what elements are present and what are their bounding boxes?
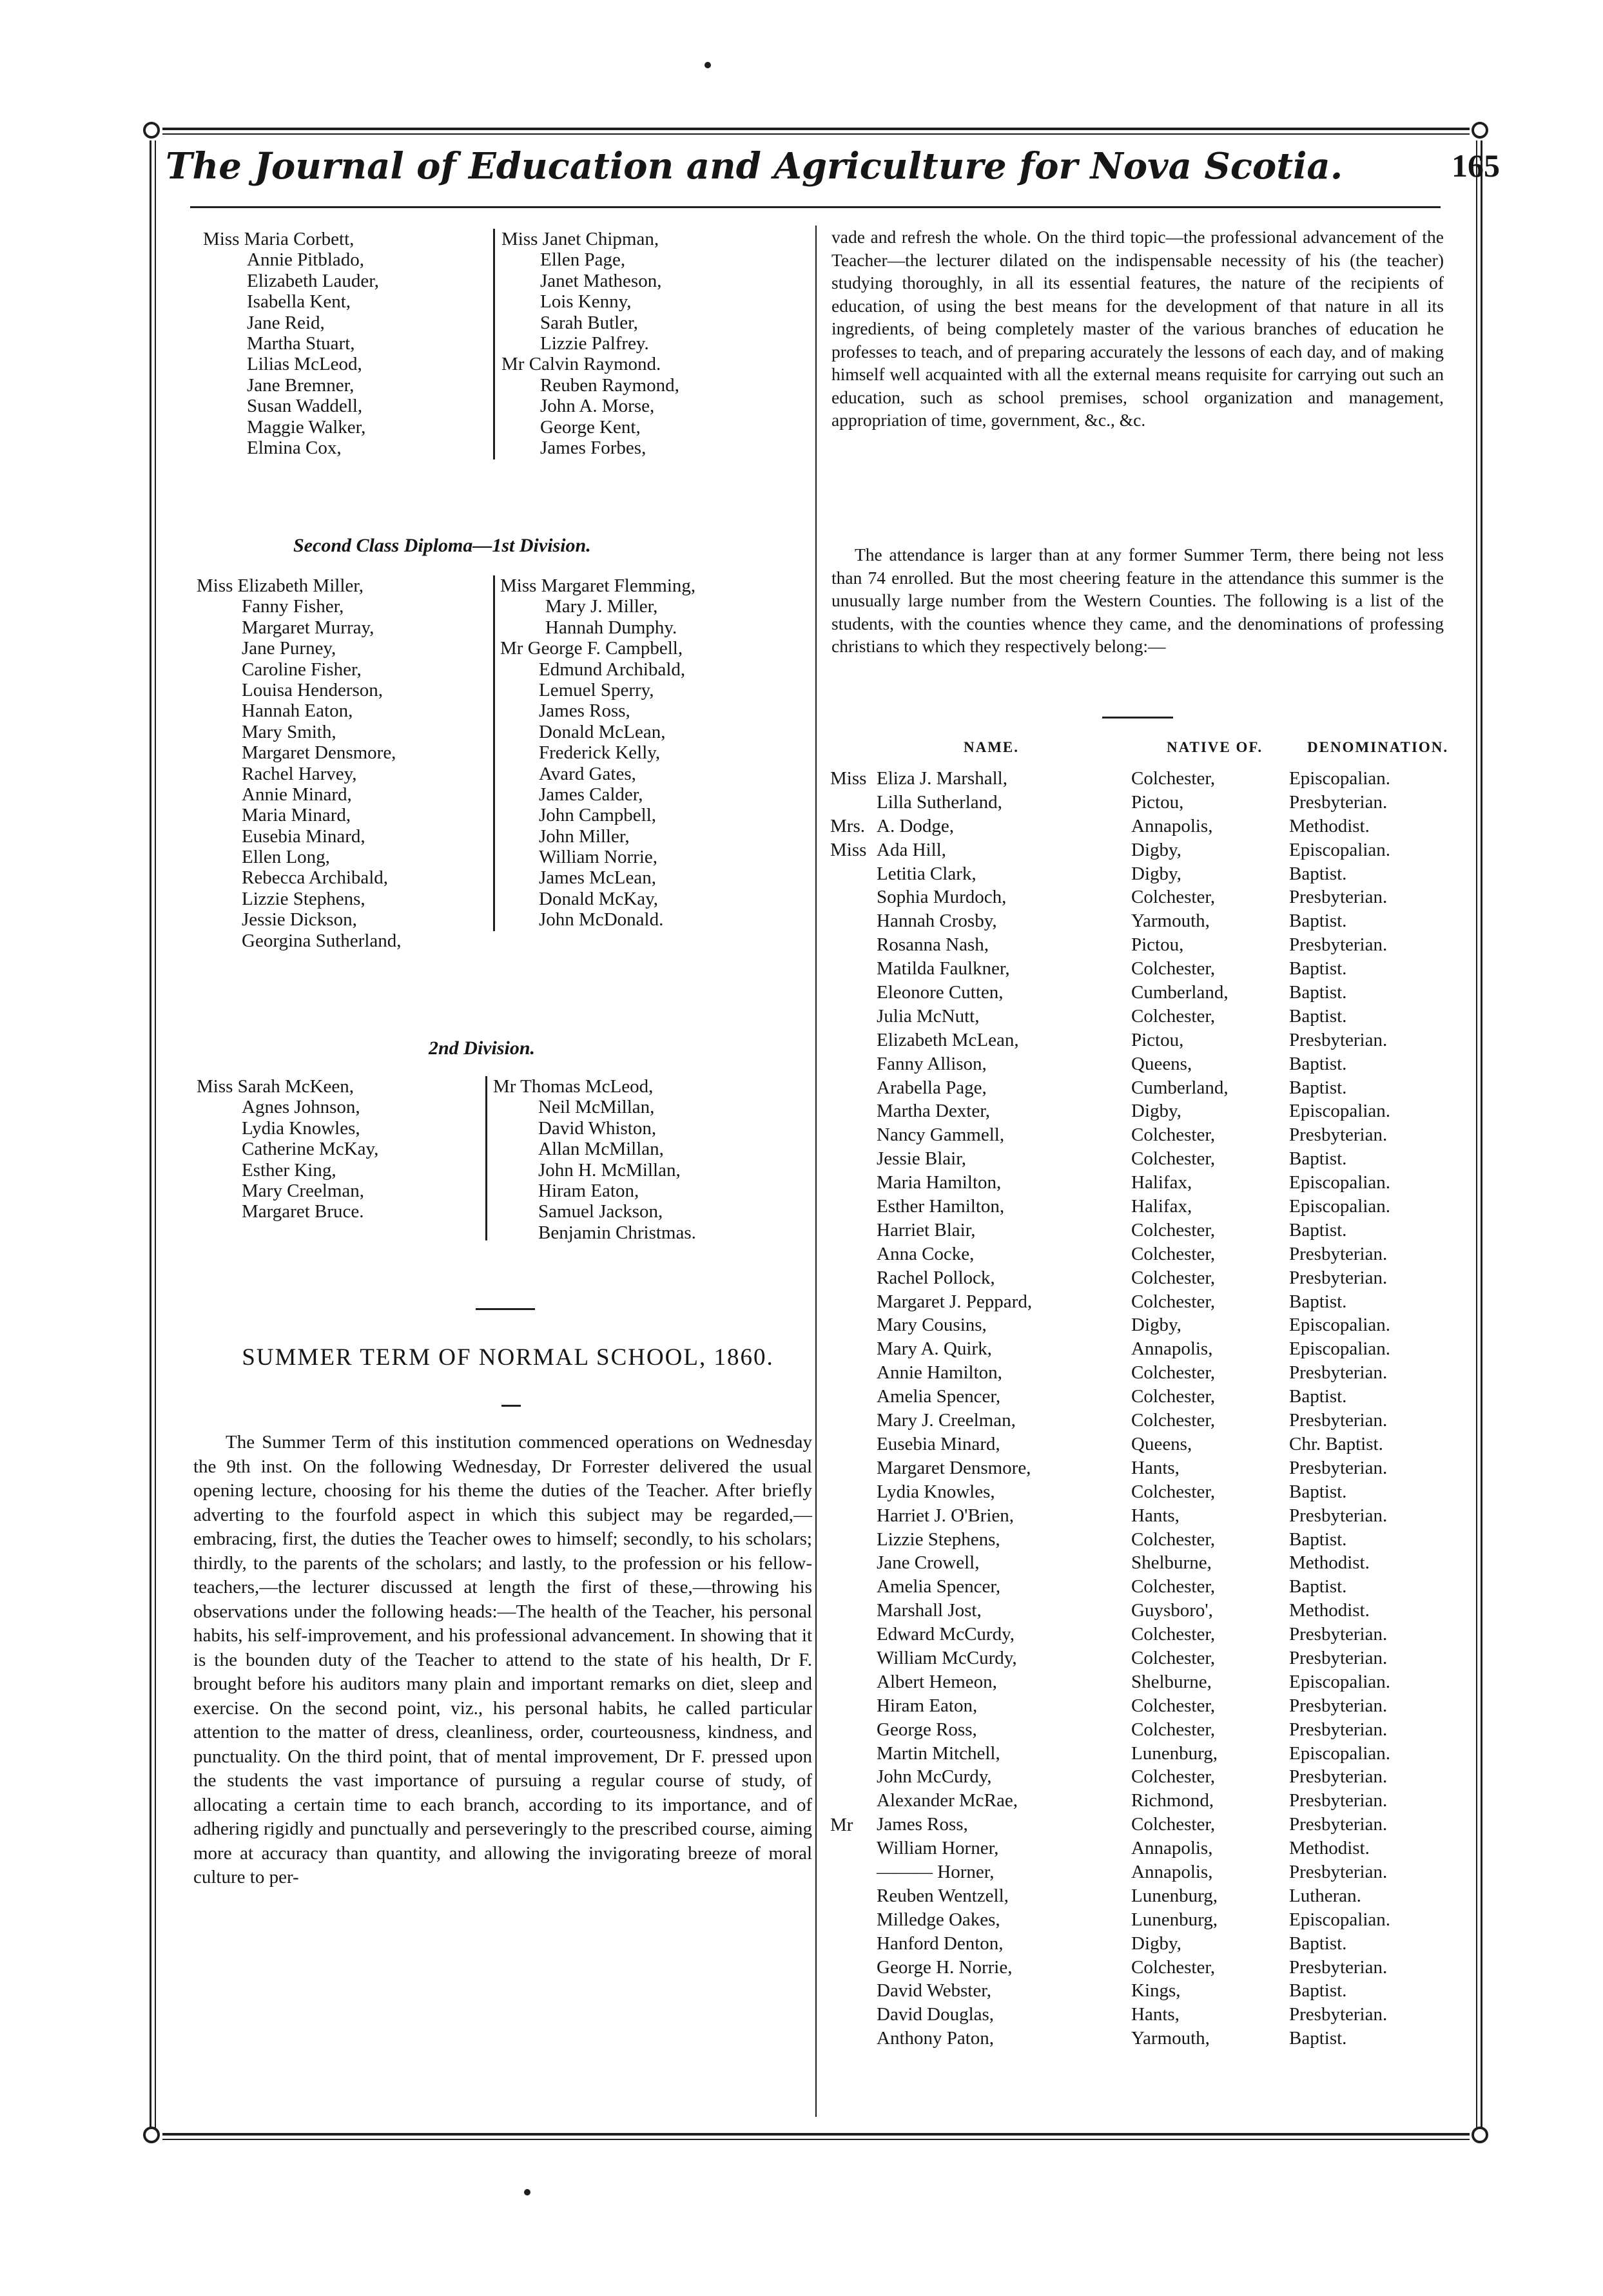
- list-item: Mary J. Miller,: [545, 596, 658, 617]
- list-item: Louisa Henderson,: [242, 679, 384, 700]
- denomination-column: [1289, 767, 1390, 2050]
- list-item: John A. Morse,: [540, 396, 655, 417]
- student-native: Queens,: [1131, 1053, 1192, 1074]
- right-border-line-inner: [1476, 140, 1477, 2128]
- first-class-divider: [493, 229, 495, 459]
- student-native: Pictou,: [1131, 934, 1184, 956]
- student-name: Amelia Spencer,: [877, 1386, 1001, 1407]
- list-item: Mr George F. Campbell,: [500, 638, 683, 659]
- second-class-divider: [493, 575, 495, 931]
- student-native: Annapolis,: [1131, 1838, 1213, 1859]
- student-native: Colchester,: [1131, 1124, 1216, 1146]
- student-denomination: Presbyterian.: [1289, 1243, 1388, 1264]
- student-denomination: Baptist.: [1289, 1053, 1347, 1074]
- list-item: James McLean,: [539, 867, 656, 889]
- list-item: Mary Creelman,: [242, 1180, 365, 1201]
- student-native: Colchester,: [1131, 1647, 1216, 1668]
- student-native: Cumberland,: [1131, 1077, 1229, 1098]
- student-native: Pictou,: [1131, 791, 1184, 813]
- left-border-line: [150, 140, 151, 2128]
- article-paragraph-2: vade and refresh the whole. On the third topic—the professional advancement of the Teacher—the lecturer dilated on the indispensable necessity of his (the teacher) studying thoroughly, in all its essential features, the nature of the recipients of education, of using the best means for the development of that nature in all its ingredients, of being completely master of the various branches of education he professes to teach, and of preparing accurately the lessons of each day, and of making himself well acquainted with all the external means requisite for carrying out such an education, such as school premises, school organization and management, appropriation of time, government, &c., &c.: [831, 227, 1444, 430]
- list-item: Elizabeth Lauder,: [247, 270, 379, 291]
- student-native: Colchester,: [1131, 768, 1216, 789]
- student-name: George Ross,: [877, 1719, 977, 1740]
- student-native: Annapolis,: [1131, 815, 1213, 836]
- student-name: Martha Dexter,: [877, 1101, 990, 1122]
- student-native: Digby,: [1131, 863, 1181, 884]
- bottom-border-line-inner: [162, 2139, 1470, 2140]
- student-denomination: Chr. Baptist.: [1289, 1433, 1383, 1454]
- student-native: Colchester,: [1131, 1386, 1216, 1407]
- student-name: Nancy Gammell,: [877, 1124, 1005, 1146]
- student-denomination: Baptist.: [1289, 911, 1347, 932]
- second-class-heading: Second Class Diploma—1st Division.: [293, 535, 591, 556]
- student-native: Annapolis,: [1131, 1338, 1213, 1360]
- student-denomination: Presbyterian.: [1289, 1124, 1388, 1146]
- student-denomination: Baptist.: [1289, 1481, 1347, 1502]
- student-name: Matilda Faulkner,: [877, 958, 1010, 979]
- student-native: Halifax,: [1131, 1196, 1192, 1217]
- student-denomination: Episcopalian.: [1289, 1909, 1391, 1930]
- student-name: Julia McNutt,: [877, 1005, 980, 1027]
- list-item: James Calder,: [539, 784, 643, 805]
- list-item: Elmina Cox,: [247, 437, 342, 458]
- header-underline: [190, 206, 1441, 208]
- column-header-native: NATIVE OF.: [1167, 739, 1263, 755]
- list-item: Lizzie Palfrey.: [540, 333, 649, 354]
- student-denomination: Presbyterian.: [1289, 1695, 1388, 1716]
- second-class-list-col1: [197, 575, 402, 951]
- student-name: Lilla Sutherland,: [877, 791, 1002, 813]
- list-item: Hannah Dumphy.: [545, 617, 677, 638]
- student-native: Yarmouth,: [1131, 911, 1210, 932]
- student-denomination: Baptist.: [1289, 1291, 1347, 1312]
- list-item: Annie Minard,: [242, 784, 352, 805]
- list-item: Mr Calvin Raymond.: [501, 354, 661, 375]
- student-name: George H. Norrie,: [877, 1956, 1013, 1978]
- student-denomination: Presbyterian.: [1289, 1505, 1388, 1526]
- article-paragraph-3: The attendance is larger than at any former Summer Term, there being not less than 74 enrolled. But the most cheering feature in the attendance this summer is the unusually large number from the Western Counties. The following is a list of the students, with the counties whence they came, and the denominations of professing christians to which they respectively belong:—: [831, 545, 1444, 656]
- student-native: Hants,: [1131, 1457, 1180, 1478]
- list-item: Frederick Kelly,: [539, 742, 661, 764]
- student-name: Annie Hamilton,: [877, 1362, 1002, 1384]
- list-item: David Whiston,: [538, 1117, 657, 1139]
- student-native: Digby,: [1131, 1933, 1181, 1954]
- name-column: [877, 767, 1032, 2050]
- list-item: Ellen Long,: [242, 847, 330, 868]
- student-name: Mary J. Creelman,: [877, 1410, 1016, 1431]
- student-native: Colchester,: [1131, 1481, 1216, 1502]
- left-border-line-inner: [155, 140, 156, 2128]
- list-item: Lydia Knowles,: [242, 1117, 360, 1139]
- student-name: Jane Crowell,: [877, 1552, 980, 1574]
- student-native: Colchester,: [1131, 1814, 1216, 1835]
- list-item: John Campbell,: [539, 805, 657, 826]
- student-native: Colchester,: [1131, 1410, 1216, 1431]
- student-denomination: Presbyterian.: [1289, 1267, 1388, 1288]
- column-header-name: NAME.: [964, 739, 1020, 755]
- ornament-dot-top: [704, 62, 711, 68]
- list-item: Edmund Archibald,: [539, 659, 686, 680]
- student-name: Fanny Allison,: [877, 1053, 987, 1074]
- student-name: Hiram Eaton,: [877, 1695, 978, 1716]
- student-name: A. Dodge,: [877, 815, 955, 836]
- student-name: Hannah Crosby,: [877, 911, 997, 932]
- journal-title: The Journal of Education and Agriculture for Nova Scotia.: [165, 145, 1343, 188]
- list-item: Allan McMillan,: [538, 1139, 664, 1160]
- student-denomination: Episcopalian.: [1289, 1338, 1391, 1360]
- student-name: Rosanna Nash,: [877, 934, 989, 956]
- corner-ornament-top-right: [1472, 122, 1488, 139]
- list-item: James Forbes,: [540, 437, 646, 458]
- list-item: Reuben Raymond,: [540, 374, 679, 396]
- student-native: Annapolis,: [1131, 1861, 1213, 1882]
- list-item: Donald McKay,: [539, 888, 658, 909]
- student-title-prefix: Mr: [830, 1814, 853, 1835]
- student-name: Anna Cocke,: [877, 1243, 975, 1264]
- student-denomination: Methodist.: [1289, 815, 1370, 836]
- student-native: Colchester,: [1131, 887, 1216, 908]
- list-item: Hannah Eaton,: [242, 700, 353, 722]
- student-native: Colchester,: [1131, 1219, 1216, 1240]
- student-native: Pictou,: [1131, 1029, 1184, 1050]
- list-item: Annie Pitblado,: [247, 249, 365, 271]
- student-name: Alexander McRae,: [877, 1790, 1018, 1811]
- student-title-prefix: Mrs.: [830, 815, 865, 836]
- student-denomination: Presbyterian.: [1289, 1766, 1388, 1788]
- list-item: Agnes Johnson,: [242, 1097, 360, 1118]
- student-denomination: Baptist.: [1289, 1980, 1347, 2002]
- student-denomination: Baptist.: [1289, 1077, 1347, 1098]
- student-name: Mary A. Quirk,: [877, 1338, 992, 1360]
- student-denomination: Baptist.: [1289, 1576, 1347, 1597]
- student-name: Lydia Knowles,: [877, 1481, 995, 1502]
- student-denomination: Methodist.: [1289, 1552, 1370, 1574]
- student-denomination: Lutheran.: [1289, 1885, 1361, 1906]
- article-title: SUMMER TERM OF NORMAL SCHOOL, 1860.: [242, 1344, 774, 1371]
- student-native: Kings,: [1131, 1980, 1181, 2002]
- student-denomination: Presbyterian.: [1289, 2004, 1388, 2025]
- second-division-divider: [485, 1076, 487, 1240]
- student-native: Hants,: [1131, 1505, 1180, 1526]
- list-item: Catherine McKay,: [242, 1139, 379, 1160]
- list-item: Miss Margaret Flemming,: [500, 575, 696, 596]
- student-name: Mary Cousins,: [877, 1315, 987, 1336]
- second-class-list-col2: [500, 575, 695, 931]
- student-native: Digby,: [1131, 1315, 1181, 1336]
- list-item: Benjamin Christmas.: [538, 1222, 696, 1243]
- list-item: Margaret Densmore,: [242, 742, 396, 764]
- student-name: Elizabeth McLean,: [877, 1029, 1019, 1050]
- student-name: Sophia Murdoch,: [877, 887, 1007, 908]
- student-title-prefix: Miss: [830, 768, 867, 789]
- list-item: Neil McMillan,: [538, 1097, 655, 1118]
- student-native: Colchester,: [1131, 1243, 1216, 1264]
- student-denomination: Baptist.: [1289, 1005, 1347, 1027]
- list-item: William Norrie,: [539, 847, 658, 868]
- student-denomination: Presbyterian.: [1289, 1956, 1388, 1978]
- list-item: Lemuel Sperry,: [539, 679, 654, 700]
- student-denomination: Baptist.: [1289, 958, 1347, 979]
- student-denomination: Episcopalian.: [1289, 839, 1391, 860]
- student-name: William McCurdy,: [877, 1647, 1017, 1668]
- list-item: Rachel Harvey,: [242, 763, 357, 784]
- student-name: Amelia Spencer,: [877, 1576, 1001, 1597]
- student-denomination: Episcopalian.: [1289, 1101, 1391, 1122]
- student-name: Harriet Blair,: [877, 1219, 976, 1240]
- student-name: David Douglas,: [877, 2004, 995, 2025]
- list-item: Susan Waddell,: [247, 396, 363, 417]
- second-division-list-col2: [493, 1076, 696, 1243]
- student-name: Milledge Oakes,: [877, 1909, 1000, 1930]
- student-denomination: Episcopalian.: [1289, 1742, 1391, 1764]
- list-item: Mary Smith,: [242, 721, 336, 742]
- student-name: Ada Hill,: [877, 839, 946, 860]
- list-item: Sarah Butler,: [540, 312, 638, 333]
- student-name: David Webster,: [877, 1980, 991, 2002]
- list-item: Rebecca Archibald,: [242, 867, 389, 889]
- student-name: Margaret J. Peppard,: [877, 1291, 1033, 1312]
- student-native: Guysboro',: [1131, 1600, 1213, 1621]
- list-item: Margaret Bruce.: [242, 1201, 364, 1222]
- student-native: Colchester,: [1131, 1267, 1216, 1288]
- list-item: Maggie Walker,: [247, 416, 366, 438]
- student-denomination: Presbyterian.: [1289, 1790, 1388, 1811]
- student-name: Eliza J. Marshall,: [877, 768, 1007, 789]
- student-name: Arabella Page,: [877, 1077, 987, 1098]
- student-native: Colchester,: [1131, 1766, 1216, 1788]
- ornament-dot-bottom: [524, 2189, 530, 2195]
- student-denomination: Presbyterian.: [1289, 1719, 1388, 1740]
- list-item: Ellen Page,: [540, 249, 626, 271]
- list-item: Isabella Kent,: [247, 291, 351, 313]
- student-denomination: Presbyterian.: [1289, 1362, 1388, 1384]
- right-border-line: [1481, 140, 1482, 2128]
- second-division-list-col1: [197, 1076, 378, 1222]
- second-division-heading: 2nd Division.: [429, 1037, 536, 1059]
- student-native: Lunenburg,: [1131, 1885, 1218, 1906]
- student-native: Colchester,: [1131, 1291, 1216, 1312]
- student-denomination: Presbyterian.: [1289, 1861, 1388, 1882]
- student-name: Anthony Paton,: [877, 2028, 995, 2049]
- student-denomination: Presbyterian.: [1289, 791, 1388, 813]
- student-denomination: Baptist.: [1289, 863, 1347, 884]
- list-item: Jane Purney,: [242, 638, 336, 659]
- student-native: Colchester,: [1131, 1624, 1216, 1645]
- student-name: Letitia Clark,: [877, 863, 976, 884]
- student-name: James Ross,: [877, 1814, 968, 1835]
- list-item: Martha Stuart,: [247, 333, 355, 354]
- student-denomination: Episcopalian.: [1289, 768, 1391, 789]
- list-item: Samuel Jackson,: [538, 1201, 663, 1222]
- student-native: Hants,: [1131, 2004, 1180, 2025]
- list-item: Maria Minard,: [242, 805, 351, 826]
- student-denomination: Methodist.: [1289, 1838, 1370, 1859]
- student-denomination: Episcopalian.: [1289, 1671, 1391, 1692]
- student-denomination: Baptist.: [1289, 1148, 1347, 1170]
- title-separator: [501, 1405, 521, 1407]
- list-item: Hiram Eaton,: [538, 1180, 639, 1201]
- list-item: Miss Elizabeth Miller,: [197, 575, 364, 596]
- bottom-border-line: [162, 2133, 1470, 2136]
- student-native: Shelburne,: [1131, 1552, 1212, 1574]
- list-item: Lizzie Stephens,: [242, 888, 365, 909]
- student-native: Digby,: [1131, 1101, 1181, 1122]
- student-denomination: Presbyterian.: [1289, 887, 1388, 908]
- student-native: Richmond,: [1131, 1790, 1214, 1811]
- student-name: Marshall Jost,: [877, 1600, 982, 1621]
- student-title-prefix: Miss: [830, 839, 867, 860]
- student-name: Albert Hemeon,: [877, 1671, 997, 1692]
- student-name: Maria Hamilton,: [877, 1172, 1002, 1193]
- student-name: Esther Hamilton,: [877, 1196, 1005, 1217]
- student-native: Lunenburg,: [1131, 1742, 1218, 1764]
- list-item: Avard Gates,: [539, 763, 636, 784]
- student-name: Harriet J. O'Brien,: [877, 1505, 1014, 1526]
- list-item: Miss Janet Chipman,: [501, 229, 659, 249]
- section-separator: [476, 1308, 535, 1310]
- student-name: Hanford Denton,: [877, 1933, 1004, 1954]
- student-denomination: Baptist.: [1289, 2028, 1347, 2049]
- list-item: Caroline Fisher,: [242, 659, 362, 680]
- top-border-line-inner: [162, 133, 1470, 135]
- student-native: Halifax,: [1131, 1172, 1192, 1193]
- student-denomination: Presbyterian.: [1289, 1624, 1388, 1645]
- list-item: John McDonald.: [539, 909, 664, 931]
- first-class-list-col2: [501, 229, 679, 458]
- student-native: Queens,: [1131, 1433, 1192, 1454]
- corner-ornament-bottom-right: [1472, 2127, 1488, 2143]
- column-header-denomination: DENOMINATION.: [1307, 739, 1449, 755]
- student-denomination: Presbyterian.: [1289, 1457, 1388, 1478]
- student-native: Shelburne,: [1131, 1671, 1212, 1692]
- student-name: Reuben Wentzell,: [877, 1885, 1009, 1906]
- list-item: Janet Matheson,: [540, 270, 662, 291]
- list-item: Miss Sarah McKeen,: [197, 1076, 355, 1097]
- student-native: Colchester,: [1131, 1956, 1216, 1978]
- student-denomination: Presbyterian.: [1289, 1410, 1388, 1431]
- list-item: Jane Reid,: [247, 312, 325, 333]
- student-name: ——— Horner,: [877, 1861, 995, 1882]
- list-item: Jessie Dickson,: [242, 909, 357, 931]
- student-denomination: Episcopalian.: [1289, 1172, 1391, 1193]
- list-item: Fanny Fisher,: [242, 596, 344, 617]
- list-item: George Kent,: [540, 416, 641, 438]
- student-name: Martin Mitchell,: [877, 1742, 1000, 1764]
- student-name: Rachel Pollock,: [877, 1267, 995, 1288]
- student-native: Colchester,: [1131, 1695, 1216, 1716]
- student-name: Eleonore Cutten,: [877, 982, 1004, 1003]
- list-item: Margaret Murray,: [242, 617, 374, 638]
- list-item: John Miller,: [539, 825, 630, 847]
- student-native: Colchester,: [1131, 958, 1216, 979]
- student-name: John McCurdy,: [877, 1766, 992, 1788]
- student-native: Colchester,: [1131, 1529, 1216, 1550]
- student-native: Colchester,: [1131, 1576, 1216, 1597]
- student-denomination: Episcopalian.: [1289, 1315, 1391, 1336]
- student-denomination: Baptist.: [1289, 1386, 1347, 1407]
- student-denomination: Methodist.: [1289, 1600, 1370, 1621]
- list-item: Miss Maria Corbett,: [203, 229, 355, 249]
- student-name: William Horner,: [877, 1838, 999, 1859]
- column-divider: [815, 226, 817, 2117]
- list-item: Donald McLean,: [539, 721, 666, 742]
- student-native: Colchester,: [1131, 1148, 1216, 1170]
- student-denomination: Presbyterian.: [1289, 1029, 1388, 1050]
- student-denomination: Presbyterian.: [1289, 1814, 1388, 1835]
- list-item: James Ross,: [539, 700, 630, 722]
- table-separator: [1102, 717, 1173, 719]
- student-denomination: Baptist.: [1289, 1529, 1347, 1550]
- list-item: Eusebia Minard,: [242, 825, 365, 847]
- student-native: Colchester,: [1131, 1005, 1216, 1027]
- article-paragraph-1: The Summer Term of this institution commenced operations on Wednesday the 9th inst. On the following Wednesday, Dr Forrester delivered the usual opening lecture, choosing for his theme the duties of the Teacher. After briefly adverting to the fourfold aspect in which this subject may be regarded,—embracing, first, the duties the Teacher owes to himself; secondly, to his scholars; thirdly, to the parents of the scholars; and lastly, to the profession or his fellow-teachers,—the lecturer discussed at length the first of these,—throwing his observations under the following heads:—The health of the Teacher, his personal habits, his self-improvement, and his professional advancement. In showing that it is the bounden duty of the Teacher to attend to the state of his health, Dr F. brought before his auditors many plain and important remarks on diet, sleep and exercise. On the second point, viz., his personal habits, he called particular attention to the matter of dress, cleanliness, order, courteousness, kindness, and punctuality. On the third point, that of mental improvement, Dr F. pressed upon the students the vast importance of pursuing a regular course of study, of allocating a certain time to each branch, according to its importance, and of adhering rigidly and punctually and perseveringly to the prescribed course, aiming more at accuracy than quantity, and allowing the invigorating breeze of moral culture to per-: [193, 1432, 812, 1887]
- student-native: Colchester,: [1131, 1719, 1216, 1740]
- list-item: Esther King,: [242, 1159, 336, 1181]
- native-column: [1131, 767, 1229, 2050]
- page-number: 165: [1452, 148, 1500, 184]
- top-border-line: [162, 128, 1470, 130]
- student-native: Digby,: [1131, 839, 1181, 860]
- student-denomination: Baptist.: [1289, 1219, 1347, 1240]
- student-name: Edward McCurdy,: [877, 1624, 1015, 1645]
- corner-ornament-bottom-left: [143, 2127, 160, 2143]
- list-item: Lilias McLeod,: [247, 354, 362, 375]
- student-name: Jessie Blair,: [877, 1148, 966, 1170]
- student-name: Eusebia Minard,: [877, 1433, 1000, 1454]
- student-native: Yarmouth,: [1131, 2028, 1210, 2049]
- corner-ornament-top-left: [143, 122, 160, 139]
- list-item: Lois Kenny,: [540, 291, 632, 313]
- list-item: Mr Thomas McLeod,: [493, 1076, 654, 1097]
- student-native: Cumberland,: [1131, 982, 1229, 1003]
- list-item: John H. McMillan,: [538, 1159, 681, 1181]
- student-denomination: Presbyterian.: [1289, 1647, 1388, 1668]
- student-denomination: Baptist.: [1289, 982, 1347, 1003]
- student-native: Colchester,: [1131, 1362, 1216, 1384]
- list-item: Jane Bremner,: [247, 374, 355, 396]
- student-denomination: Episcopalian.: [1289, 1196, 1391, 1217]
- list-item: Georgina Sutherland,: [242, 930, 402, 951]
- student-denomination: Presbyterian.: [1289, 934, 1388, 956]
- student-denomination: Baptist.: [1289, 1933, 1347, 1954]
- first-class-list-col1: [203, 229, 379, 458]
- student-name: Lizzie Stephens,: [877, 1529, 1000, 1550]
- student-name: Margaret Densmore,: [877, 1457, 1031, 1478]
- student-native: Lunenburg,: [1131, 1909, 1218, 1930]
